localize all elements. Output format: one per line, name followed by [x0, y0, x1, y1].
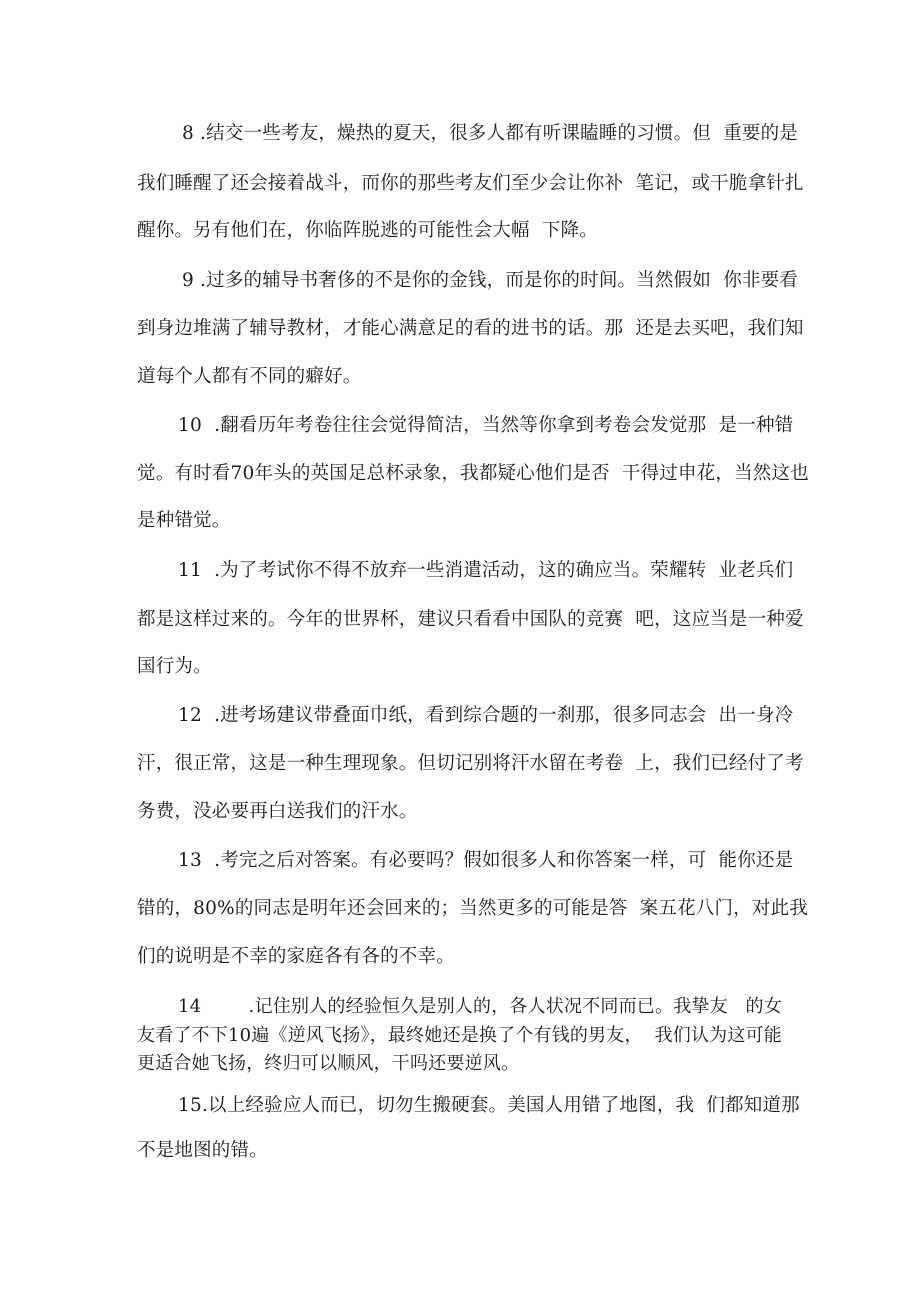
paragraph-line: 到身边堆满了辅导教材，才能心满意足的看的进书的话。那 还是去买吧，我们知 — [137, 318, 804, 339]
paragraph-line: 是种错觉。 — [137, 510, 231, 531]
paragraph-line: 醒你。另有他们在，你临阵脱逃的可能性会大幅 下降。 — [137, 220, 598, 241]
paragraph-line: 觉。有时看70年头的英国足总杯录象，我都疑心他们是否 干得过申花，当然这也 — [137, 463, 809, 484]
paragraph-line: 12 .进考场建议带叠面巾纸，看到综合题的一刹那，很多同志会 出一身冷 — [178, 705, 794, 726]
paragraph-line: 道每个人都有不同的癖好。 — [137, 366, 362, 387]
paragraph-line: 10 .翻看历年考卷往往会觉得简洁，当然等你拿到考卷会发觉那 是一种错 — [178, 415, 794, 436]
paragraph-line: 14 .记住别人的经验恒久是别人的，各人状况不同而已。我挚友 的女 — [178, 996, 782, 1017]
paragraph-line: 11 .为了考试你不得不放弃一些消遣活动，这的确应当。荣耀转 业老兵们 — [178, 560, 794, 581]
paragraph-line: 们的说明是不幸的家庭各有各的不幸。 — [137, 946, 455, 967]
paragraph-line: 13 .考完之后对答案。有必要吗？假如很多人和你答案一样，可 能你还是 — [178, 850, 794, 871]
paragraph-line: 更适合她飞扬，终归可以顺风，干吗还要逆风。 — [137, 1053, 520, 1074]
paragraph-line: 汗，很正常，这是一种生理现象。但切记别将汗水留在考卷 上，我们已经付了考 — [137, 753, 804, 774]
paragraph-line: 国行为。 — [137, 656, 212, 677]
paragraph-line: 不是地图的错。 — [137, 1140, 268, 1161]
paragraph-line: 都是这样过来的。今年的世界杯，建议只看看中国队的竞赛 吧，这应当是一种爱 — [137, 609, 804, 630]
paragraph-line: 9 .过多的辅导书奢侈的不是你的金钱，而是你的时间。当然假如 你非要看 — [182, 270, 798, 291]
paragraph-line: 我们睡醒了还会接着战斗，而你的那些考友们至少会让你补 笔记，或干脆拿针扎 — [137, 173, 804, 194]
paragraph-line: 务费，没必要再白送我们的汗水。 — [137, 801, 418, 822]
paragraph-line: 错的，80%的同志是明年还会回来的；当然更多的可能是答 案五花八门，对此我 — [137, 898, 808, 919]
paragraph-line: 8 .结交一些考友，燥热的夏天，很多人都有听课瞌睡的习惯。但 重要的是 — [182, 123, 798, 144]
paragraph-line: 友看了不下10遍《逆风飞扬》，最终她还是换了个有钱的男友， 我们认为这可能 — [137, 1025, 782, 1046]
paragraph-line: 15.以上经验应人而已，切勿生搬硬套。美国人用错了地图，我 们都知道那 — [178, 1095, 800, 1116]
